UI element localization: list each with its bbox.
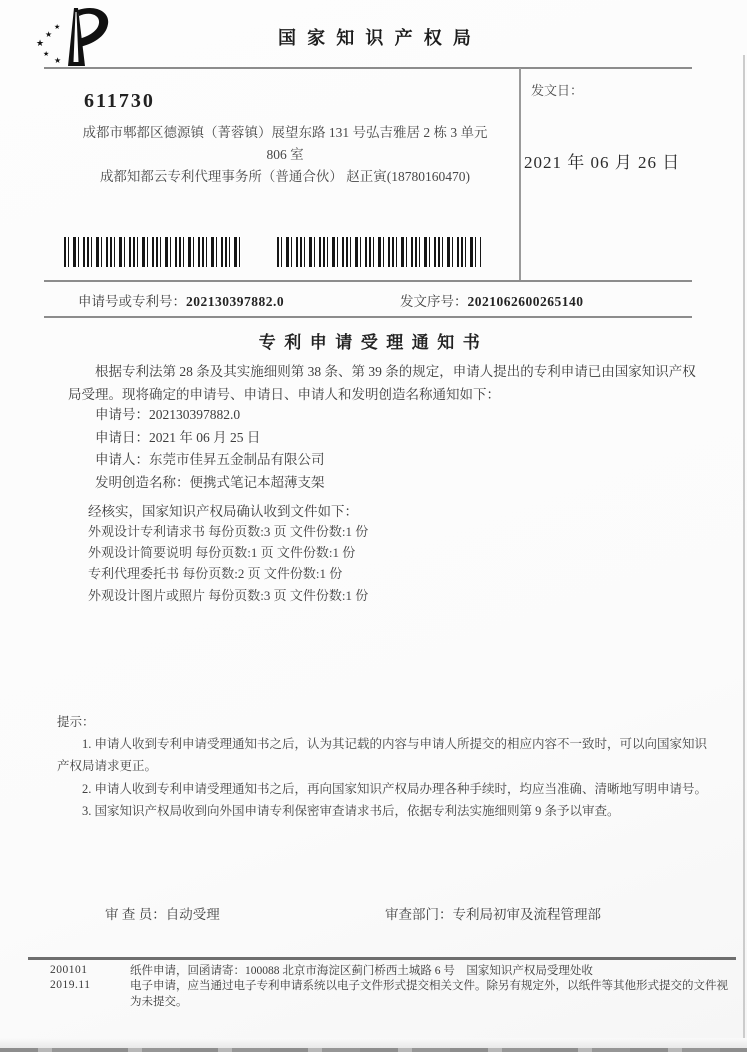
examiner-label: 审 查 员： xyxy=(105,907,166,922)
application-number-row xyxy=(78,290,284,310)
serial-number-row xyxy=(400,290,584,310)
star-icon: ★ xyxy=(54,56,62,65)
notice-title: 专利申请受理通知书 xyxy=(258,333,489,352)
recipient-postcode: 611730 xyxy=(84,90,155,112)
star-icon: ★ xyxy=(54,23,61,31)
notice-intro-paragraph: 根据专利法第 28 条及其实施细则第 38 条、第 39 条的规定，申请人提出的专利申请已由国家知识产权局受理。现将确定的申请号、申请日、申请人和发明创造名称通知如下： xyxy=(68,364,696,402)
numbers-band-top-rule xyxy=(44,280,692,282)
scan-bottom-edge xyxy=(0,1048,747,1052)
received-documents-list xyxy=(88,521,368,606)
tip-item-3: 3. 国家知识产权局收到向外国申请专利保密审查请求书后，依据专利法实施细则第 9 条予以审查。 xyxy=(82,804,620,818)
dispatch-date-value: 2021 年 06 月 26 日 xyxy=(524,153,681,172)
barcode-serial-number xyxy=(277,237,481,267)
department-value: 专利局初审及流程管理部 xyxy=(452,907,601,922)
barcode-application-number xyxy=(64,237,241,267)
numbers-band-bottom-rule xyxy=(44,316,692,318)
recipient-address-block xyxy=(56,122,514,188)
agency-title: 国家知识产权局 xyxy=(277,28,483,48)
field-applicant: 申请人：东莞市佳昇五金制品有限公司 xyxy=(95,452,325,467)
received-document-item: 外观设计简要说明 每份页数:1 页 文件份数:1 份 xyxy=(88,545,356,561)
dispatch-box-left-border xyxy=(519,68,521,280)
recipient-address-line1: 成都市郫都区德源镇（菁蓉镇）展望东路 131 号弘吉雅居 2 栋 3 单元 xyxy=(82,125,488,140)
footer-efiling-note: 电子申请，应当通过电子专利申请系统以电子文件形式提交相关文件。除另有规定外，以纸件等其他形式提交的文件视为未提交。 xyxy=(130,980,728,1008)
tips-label: 提示： xyxy=(57,715,95,729)
footer-form-code: 200101 xyxy=(50,964,88,976)
footer-form-date: 2019.11 xyxy=(50,979,91,991)
star-icon: ★ xyxy=(43,50,50,58)
cnipa-logo xyxy=(30,6,118,68)
star-icon: ★ xyxy=(36,38,45,48)
received-document-item: 专利代理委托书 每份页数:2 页 文件份数:1 份 xyxy=(88,566,343,582)
page-right-edge xyxy=(743,55,745,1040)
received-document-item: 外观设计专利请求书 每份页数:3 页 文件份数:1 份 xyxy=(88,524,369,539)
recipient-address-line2: 806 室 xyxy=(266,147,304,162)
documents-confirm-line: 经核实，国家知识产权局确认收到文件如下： xyxy=(88,504,358,519)
examiner-row xyxy=(105,903,220,923)
application-number-value: 202130397882.0 xyxy=(186,294,285,309)
tip-item-2: 2. 申请人收到专利申请受理通知书之后，再向国家知识产权局办理各种手续时，均应当准确、清晰地写明申请号。 xyxy=(82,782,708,796)
dispatch-date-label: 发文日： xyxy=(531,83,584,98)
field-application-number: 申请号：202130397882.0 xyxy=(95,407,241,422)
field-invention-title: 发明创造名称：便携式笔记本超薄支架 xyxy=(95,474,325,490)
footer-rule xyxy=(28,957,736,960)
recipient-agent-line: 成都知都云专利代理事务所（普通合伙） 赵正寅(18780160470) xyxy=(99,169,471,184)
cnipa-logo-graphic xyxy=(30,6,118,68)
application-number-label: 申请号或专利号： xyxy=(78,294,186,309)
received-document-item: 外观设计图片或照片 每份页数:3 页 文件份数:1 份 xyxy=(88,587,369,603)
header-rule xyxy=(44,67,692,69)
department-label: 审查部门： xyxy=(385,907,453,922)
tip-item-1: 1. 申请人收到专利申请受理通知书之后，认为其记载的内容与申请人所提交的相应内容不一致时，可以向国家知识产权局请求更正。 xyxy=(57,737,708,773)
serial-number-label: 发文序号： xyxy=(400,294,468,309)
department-row xyxy=(385,903,601,923)
examiner-value: 自动受理 xyxy=(165,907,220,922)
footer-paper-filing-note: 纸件申请，回函请寄：100088 北京市海淀区蓟门桥西土城路 6 号 国家知识产权局受理处收 xyxy=(130,965,593,977)
notice-field-list xyxy=(95,404,325,494)
field-application-date: 申请日：2021 年 06 月 25 日 xyxy=(95,429,261,445)
serial-number-value: 2021062600265140 xyxy=(467,294,584,309)
star-icon: ★ xyxy=(45,30,53,39)
